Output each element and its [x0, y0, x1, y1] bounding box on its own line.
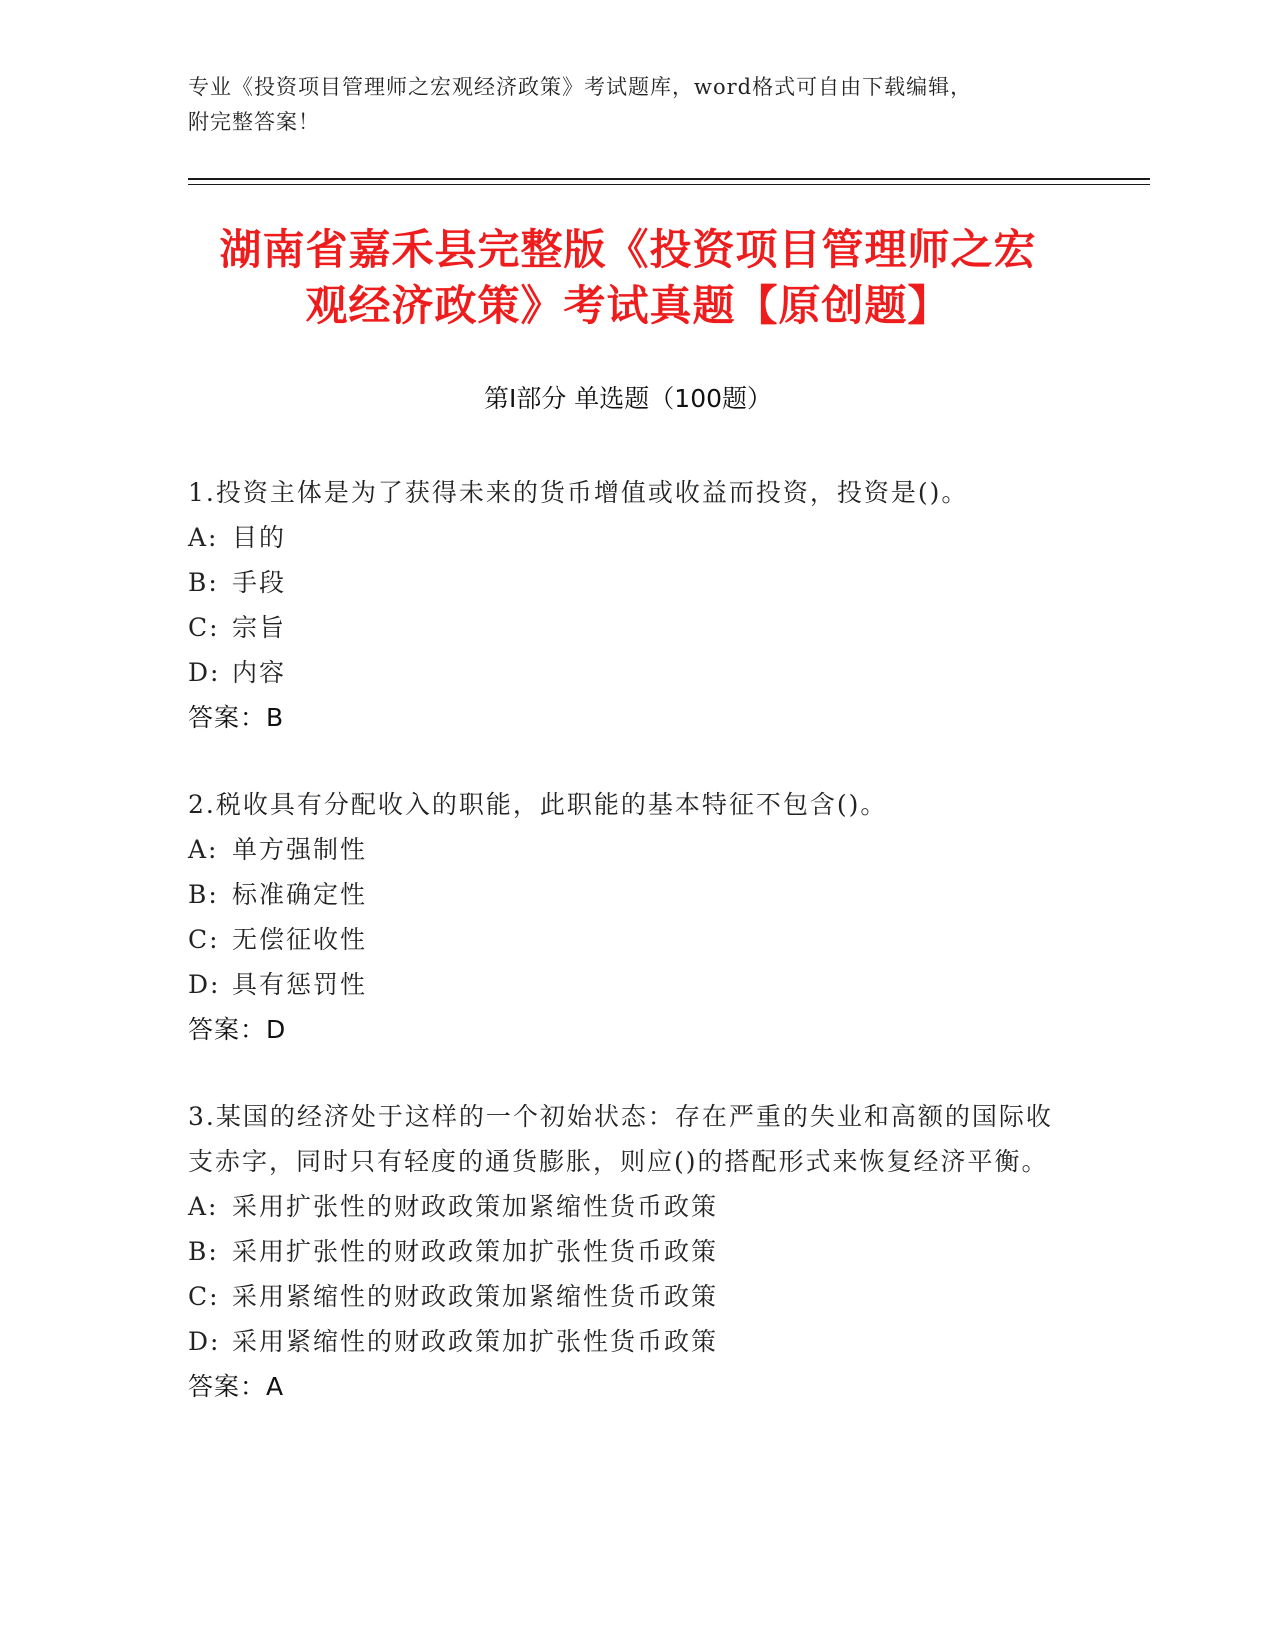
question-list [188, 470, 1068, 1451]
option-letter: D: [188, 970, 221, 999]
option-b [188, 560, 1068, 605]
option-d [188, 1319, 1068, 1364]
option-letter: D: [188, 1327, 221, 1356]
option-text: 宗旨 [232, 613, 287, 642]
option-letter: C: [188, 613, 220, 642]
option-text: 具有惩罚性 [232, 970, 368, 999]
option-a [188, 1184, 1068, 1229]
option-text: 无偿征收性 [232, 925, 368, 954]
document-title [188, 222, 1068, 334]
option-text: 采用紧缩性的财政政策加紧缩性货币政策 [232, 1282, 719, 1311]
option-d [188, 650, 1068, 695]
option-d [188, 962, 1068, 1007]
option-letter: C: [188, 1282, 220, 1311]
option-text: 采用扩张性的财政政策加扩张性货币政策 [232, 1237, 719, 1266]
header-note-line1: 专业《投资项目管理师之宏观经济政策》考试题库，word格式可自由下载编辑， [188, 75, 973, 99]
header-note [188, 70, 1068, 140]
option-text: 标准确定性 [232, 880, 368, 909]
header-rule-thin [188, 184, 1150, 185]
option-text: 采用紧缩性的财政政策加扩张性货币政策 [232, 1327, 719, 1356]
option-text: 内容 [232, 658, 287, 687]
question-stem: 2.税收具有分配收入的职能，此职能的基本特征不包含()。 [188, 790, 888, 819]
question-stem: 1.投资主体是为了获得未来的货币增值或收益而投资，投资是()。 [188, 478, 969, 507]
option-letter: A: [188, 1192, 219, 1221]
option-letter: A: [188, 523, 219, 552]
answer-line: 答案：A [188, 1372, 285, 1401]
question-stem: 3.某国的经济处于这样的一个初始状态：存在严重的失业和高额的国际收支赤字，同时只有轻度的通货膨胀，则应()的搭配形式来恢复经济平衡。 [188, 1102, 1053, 1176]
option-c [188, 1274, 1068, 1319]
answer-line: 答案：D [188, 1015, 287, 1044]
header-rule-thick [188, 178, 1150, 180]
option-text: 目的 [232, 523, 287, 552]
question-3 [188, 1094, 1068, 1409]
header-note-line2: 附完整答案！ [188, 110, 320, 134]
option-letter: C: [188, 925, 220, 954]
option-b [188, 872, 1068, 917]
section-heading: 第Ⅰ部分 单选题（100题） [483, 384, 773, 413]
option-letter: B: [188, 1237, 219, 1266]
option-text: 单方强制性 [232, 835, 368, 864]
question-1 [188, 470, 1068, 740]
option-letter: B: [188, 568, 219, 597]
option-letter: B: [188, 880, 219, 909]
option-text: 采用扩张性的财政政策加紧缩性货币政策 [232, 1192, 719, 1221]
answer-line: 答案：B [188, 703, 285, 732]
question-2 [188, 782, 1068, 1052]
option-a [188, 515, 1068, 560]
option-text: 手段 [232, 568, 287, 597]
option-c [188, 605, 1068, 650]
option-a [188, 827, 1068, 872]
option-b [188, 1229, 1068, 1274]
option-letter: D: [188, 658, 221, 687]
option-c [188, 917, 1068, 962]
document-title-line2: 观经济政策》考试真题【原创题】 [305, 281, 951, 330]
document-title-line1: 湖南省嘉禾县完整版《投资项目管理师之宏 [219, 225, 1037, 274]
option-letter: A: [188, 835, 219, 864]
